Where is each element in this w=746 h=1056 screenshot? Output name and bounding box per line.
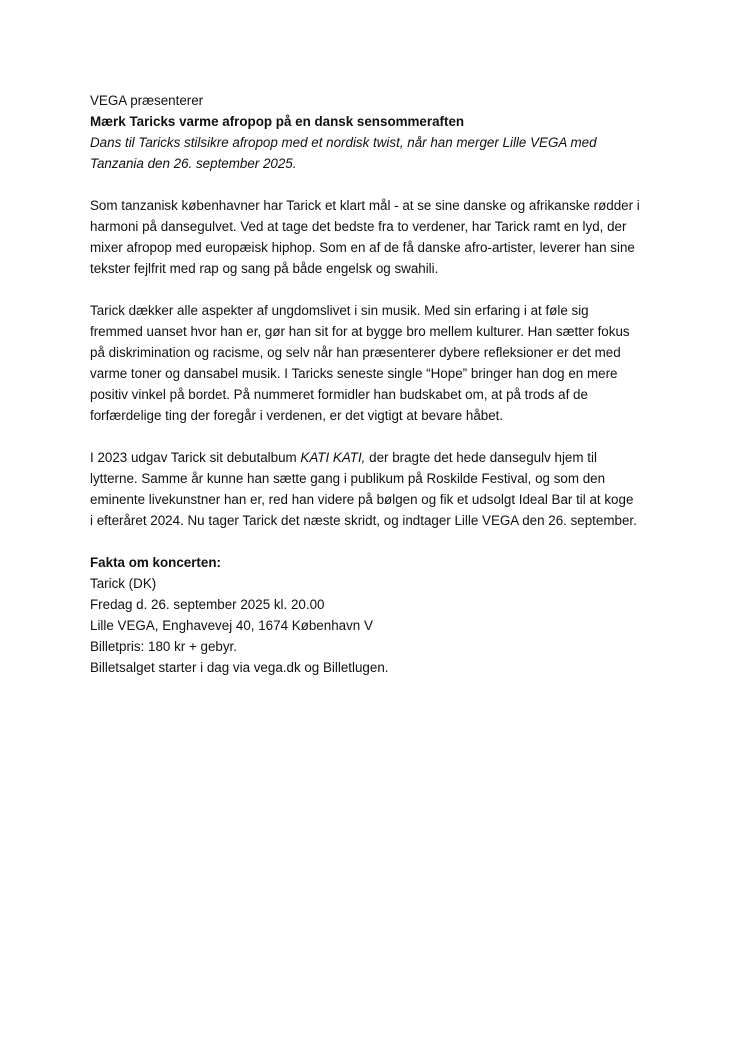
- text-line: lytterne. Samme år kunne han sætte gang i publikum på Roskilde Festival, og som den: [90, 471, 606, 486]
- document-page: [90, 90, 670, 678]
- text-line: Tarick dækker alle aspekter af ungdomslivet i sin musik. Med sin erfaring i at føle sig: [90, 303, 589, 318]
- facts-heading: Fakta om koncerten:: [90, 555, 221, 570]
- album-title: KATI KATI,: [300, 450, 366, 465]
- text-line: mixer afropop med europæisk hiphop. Som en af de få danske afro-artister, leverer han sine: [90, 240, 635, 255]
- subheadline-line: Tanzania den 26. september 2025.: [90, 156, 297, 171]
- facts-section: [90, 552, 670, 678]
- text-line: Som tanzanisk københavner har Tarick et klart mål - at se sine danske og afrikanske rødder i: [90, 198, 640, 213]
- fact-date: Fredag d. 26. september 2025 kl. 20.00: [90, 597, 325, 612]
- text-line: harmoni på dansegulvet. Ved at tage det bedste fra to verdener, har Tarick ramt en lyd, der: [90, 219, 627, 234]
- fact-venue: Lille VEGA, Enghavevej 40, 1674 København V: [90, 618, 373, 633]
- body-paragraph-2: [90, 300, 670, 426]
- text-line: positiv vinkel på bordet. På nummeret formidler han budskabet om, at på trods af de: [90, 387, 588, 402]
- text-line: I 2023 udgav Tarick sit debutalbum KATI KATI, der bragte det hede dansegulv hjem til: [90, 450, 597, 465]
- presenter-line: VEGA præsenterer: [90, 93, 204, 108]
- text-line: i efteråret 2024. Nu tager Tarick det næste skridt, og indtager Lille VEGA den 26. september.: [90, 513, 637, 528]
- text-line: på diskrimination og racisme, og selv når han præsenterer dybere refleksioner er det med: [90, 345, 621, 360]
- subheadline-line: Dans til Taricks stilsikre afropop med et nordisk twist, når han merger Lille VEGA med: [90, 135, 597, 150]
- headline: Mærk Taricks varme afropop på en dansk sensommeraften: [90, 114, 465, 129]
- fact-tickets: Billetsalget starter i dag via vega.dk og Billetlugen.: [90, 660, 389, 675]
- subheadline: [90, 132, 670, 174]
- text-line: tekster fejlfrit med rap og sang på både engelsk og swahili.: [90, 261, 439, 276]
- text-line: eminente livekunstner han er, red han videre på bølgen og fik et udsolgt Ideal Bar til at koge: [90, 492, 634, 507]
- fact-artist: Tarick (DK): [90, 576, 157, 591]
- body-paragraph-3: [90, 447, 670, 531]
- text-line: varme toner og dansabel musik. I Taricks seneste single “Hope” bringer han dog en mere: [90, 366, 618, 381]
- text-line: forfærdelige ting der foregår i verdenen, er det vigtigt at bevare håbet.: [90, 408, 504, 423]
- fact-price: Billetpris: 180 kr + gebyr.: [90, 639, 237, 654]
- text-line: fremmed uanset hvor han er, gør han sit for at bygge bro mellem kulturer. Han sætter fokus: [90, 324, 630, 339]
- body-paragraph-1: [90, 195, 670, 279]
